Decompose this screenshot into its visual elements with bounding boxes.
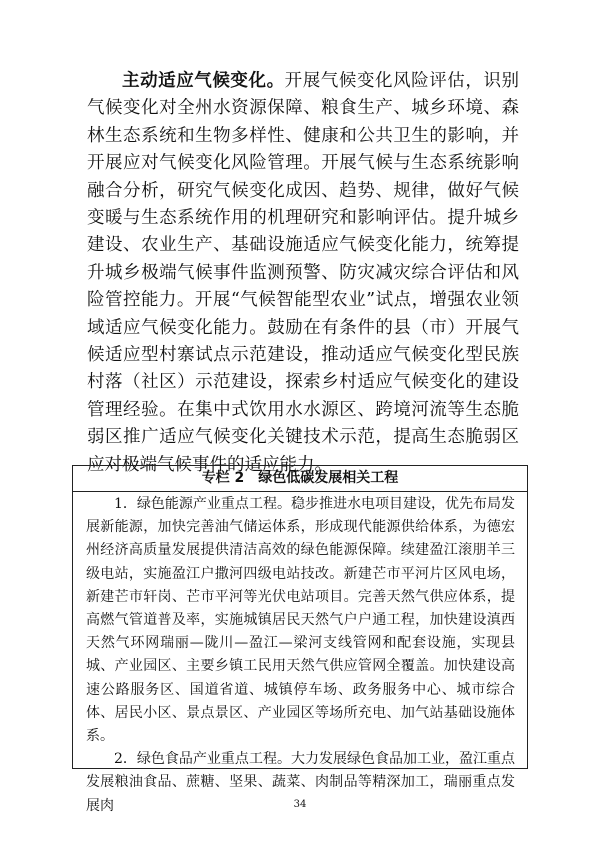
paragraph-lead: 主动适应气候变化。 [122,71,285,91]
box-body [73,492,527,818]
page-number: 34 [293,799,307,810]
paragraph-text: 开展气候变化风险评估，识别气候变化对全州水资源保障、粮食生产、城乡环境、森林生态系统和生物多样性、健康和公共卫生的影响，并开展应对气候变化风险管理。开展气候与生态系统影响融合分析，研究气候变化成因、趋势、规律，做好气候变暖与生态系统作用的机理研究和影响评估。提升城乡建设、农业生产、基础设施适应气候变化能力，统筹提升城乡极端气候事件监测预警、防灾减灾综合评估和风险管控能力。开展“气候智能型农业”试点，增强农业领域适应气候变化能力。鼓励在有条件的县（市）开展气候适应型村寨试点示范建设，推动适应气候变化型民族村落（社区）示范建设，探索乡村适应气候变化的建设管理经验。在集中式饮用水水源区、跨境河流等生态脆弱区推广适应气候变化关键技术示范，提高生态脆弱区应对极端气候事件的适应能力。 [87,71,520,475]
box-item-food: 2．绿色食品产业重点工程。大力发展绿色食品加工业，盈江重点发展粮油食品、蔗糖、坚果、蔬菜、肉制品等精深加工，瑞丽重点发展肉 [86,751,515,814]
box-item-energy: 1．绿色能源产业重点工程。稳步推进水电项目建设，优先布局发展新能源，加快完善油气储运体系，形成现代能源供给体系，为德宏州经济高质量发展提供清洁高效的绿色能源保障。续建盈江滚朋羊三级电站，实施盈江户撒河四级电站技改。新建芒市平河片区风电场，新建芒市轩岗、芒市平河等光伏电站项目。完善天然气供应体系，提高燃气管道普及率，实施城镇居民天然气户户通工程，加快建设滇西天然气环网瑞丽—陇川—盈江—梁河支线管网和配套设施，实现县城、产业园区、主要乡镇工民用天然气供应管网全覆盖。加快建设高速公路服务区、国道省道、城镇停车场、政务服务中心、城市综合体、居民小区、景点景区、产业园区等场所充电、加气站基础设施体系。 [86,496,515,745]
box-title: 专栏 2 绿色低碳发展相关工程 [73,466,527,492]
body-paragraph [87,68,519,479]
